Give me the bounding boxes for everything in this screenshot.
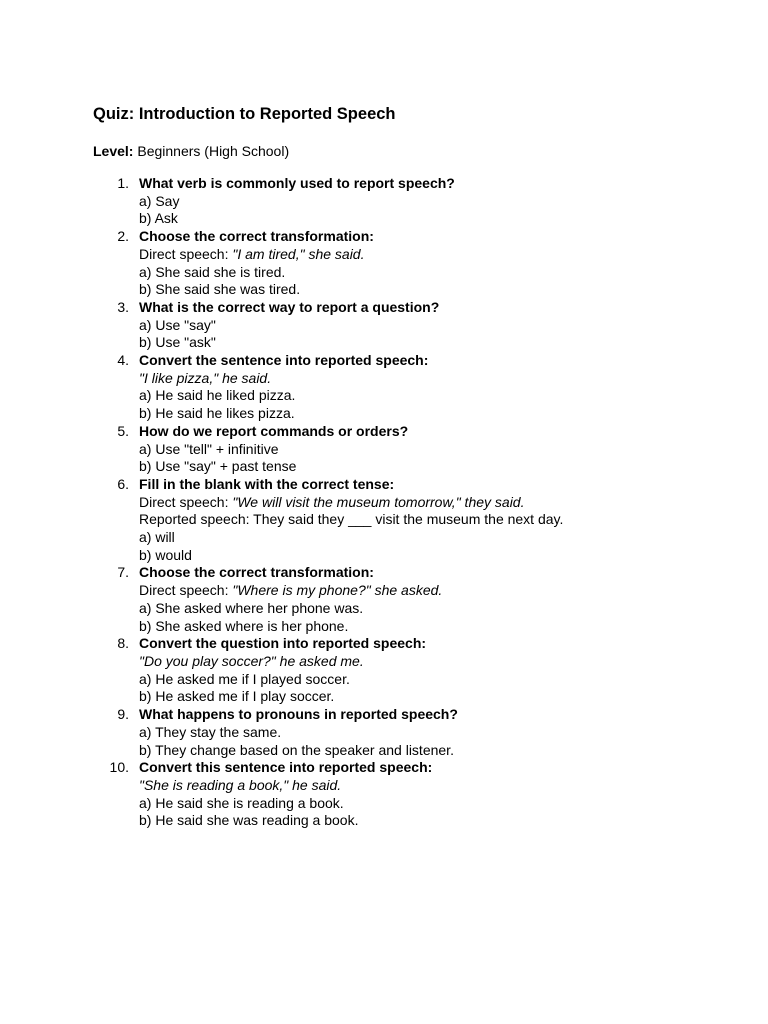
line-text: a) will: [139, 529, 175, 546]
question-item: [93, 635, 675, 706]
question-number: 6.: [117, 475, 129, 492]
question-line: [139, 742, 675, 760]
question-line: [139, 618, 675, 636]
question-line: [139, 812, 675, 830]
quoted-speech: "I am tired," she said.: [232, 245, 365, 262]
question-line: [139, 795, 675, 813]
question-number: 4.: [117, 352, 129, 369]
line-text: a) He said he liked pizza.: [139, 387, 296, 404]
line-text: b) She said she was tired.: [139, 281, 301, 298]
line-text: Reported speech: They said they ___ visit the museum the next day.: [139, 511, 564, 528]
line-text: a) She said she is tired.: [139, 263, 286, 280]
question-text: Convert the question into reported speech:: [139, 635, 427, 652]
question-line: [139, 547, 675, 565]
question-line: [139, 582, 675, 600]
line-text: a) Use "tell" + infinitive: [139, 440, 279, 457]
question-text: What happens to pronouns in reported speech?: [139, 706, 458, 723]
line-text: Direct speech:: [139, 493, 233, 510]
question-line: [139, 193, 675, 211]
question-line: [139, 317, 675, 335]
question-line: [139, 246, 675, 264]
line-text: a) Say: [139, 192, 180, 209]
line-text: b) Use "say" + past tense: [139, 458, 297, 475]
level-value: Beginners (High School): [137, 143, 290, 159]
question-text: How do we report commands or orders?: [139, 422, 409, 439]
quiz-title: Quiz: Introduction to Reported Speech: [93, 105, 396, 123]
question-line: [139, 494, 675, 512]
question-line: [139, 777, 675, 795]
quoted-speech: "She is reading a book," he said.: [139, 776, 342, 793]
question-item: [93, 706, 675, 759]
question-item: [93, 352, 675, 423]
question-number: 9.: [117, 706, 129, 723]
line-text: a) He said she is reading a book.: [139, 794, 344, 811]
question-list: [93, 175, 675, 830]
question-text: Fill in the blank with the correct tense:: [139, 475, 395, 492]
question-line: [139, 688, 675, 706]
line-text: a) Use "say": [139, 316, 216, 333]
question-line: [139, 370, 675, 388]
question-text: Convert this sentence into reported speech:: [139, 759, 433, 776]
question-line: [139, 458, 675, 476]
question-item: [93, 759, 675, 830]
question-line: [139, 281, 675, 299]
question-number: 3.: [117, 298, 129, 315]
line-text: Direct speech:: [139, 245, 233, 262]
question-number: 10.: [109, 759, 129, 776]
question-text: Choose the correct transformation:: [139, 228, 374, 245]
line-text: b) Ask: [139, 210, 178, 227]
question-text: Choose the correct transformation:: [139, 564, 374, 581]
line-text: b) He asked me if I play soccer.: [139, 688, 335, 705]
quoted-speech: "Where is my phone?" she asked.: [232, 582, 443, 599]
question-number: 8.: [117, 635, 129, 652]
question-number: 5.: [117, 422, 129, 439]
line-text: b) would: [139, 546, 192, 563]
line-text: a) He asked me if I played soccer.: [139, 670, 350, 687]
question-line: [139, 724, 675, 742]
quoted-speech: "We will visit the museum tomorrow," they said.: [232, 493, 525, 510]
question-text: What verb is commonly used to report speech?: [139, 175, 455, 191]
question-line: [139, 264, 675, 282]
question-item: [93, 299, 675, 352]
question-line: [139, 653, 675, 671]
question-line: [139, 334, 675, 352]
level-label: Level:: [93, 143, 134, 159]
line-text: b) He said he likes pizza.: [139, 405, 295, 422]
question-line: [139, 511, 675, 529]
quoted-speech: "Do you play soccer?" he asked me.: [139, 652, 364, 669]
line-text: b) Use "ask": [139, 334, 216, 351]
question-item: [93, 228, 675, 299]
question-line: [139, 441, 675, 459]
question-number: 7.: [117, 564, 129, 581]
question-line: [139, 529, 675, 547]
question-item: [93, 564, 675, 635]
line-text: b) He said she was reading a book.: [139, 812, 359, 829]
question-text: What is the correct way to report a question?: [139, 298, 440, 315]
question-item: [93, 423, 675, 476]
question-line: [139, 671, 675, 689]
level-line: [93, 142, 675, 160]
question-item: [93, 476, 675, 565]
quoted-speech: "I like pizza," he said.: [139, 369, 272, 386]
line-text: a) She asked where her phone was.: [139, 599, 364, 616]
question-line: [139, 387, 675, 405]
question-line: [139, 405, 675, 423]
question-number: 2.: [117, 228, 129, 245]
line-text: b) They change based on the speaker and listener.: [139, 741, 454, 758]
question-text: Convert the sentence into reported speech:: [139, 352, 429, 369]
question-item: [93, 175, 675, 228]
question-line: [139, 210, 675, 228]
question-number: 1.: [117, 175, 129, 191]
line-text: a) They stay the same.: [139, 723, 282, 740]
line-text: Direct speech:: [139, 582, 233, 599]
question-line: [139, 600, 675, 618]
line-text: b) She asked where is her phone.: [139, 617, 349, 634]
